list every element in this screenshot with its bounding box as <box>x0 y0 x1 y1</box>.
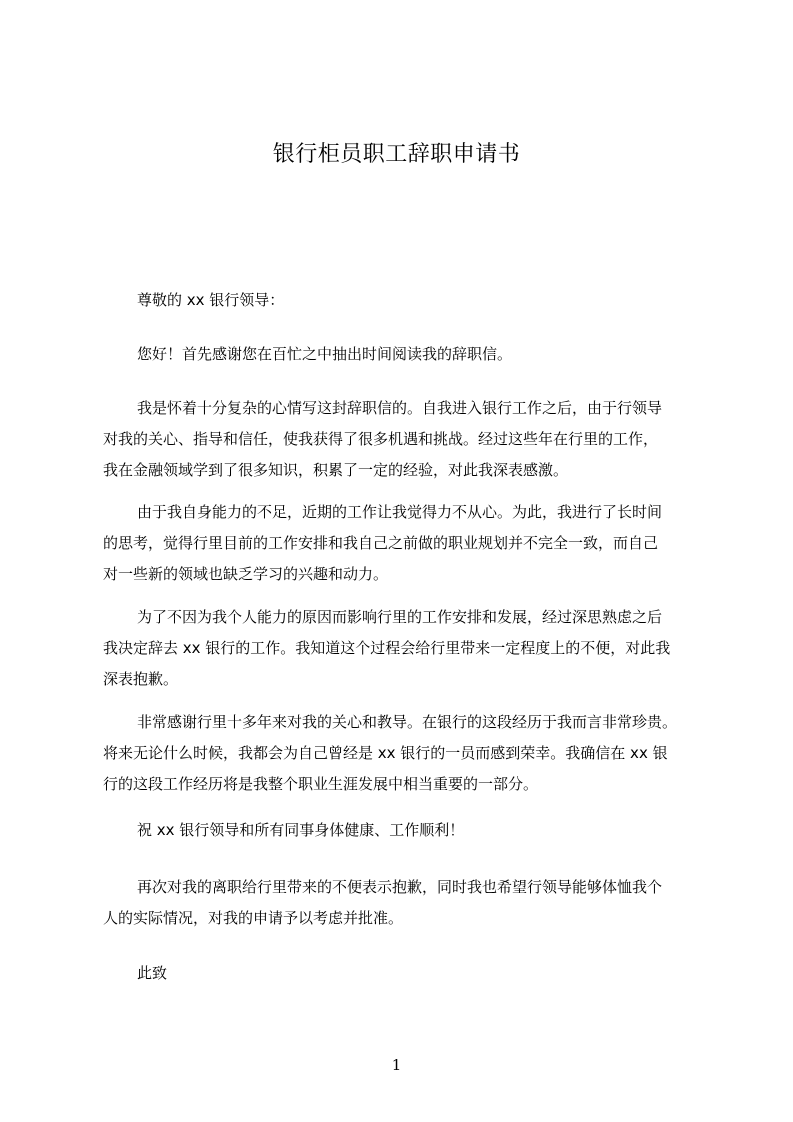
paragraph-line: 对一些新的领域也缺乏学习的兴趣和动力。 <box>103 565 389 583</box>
greeting-paragraph: 您好！首先感谢您在百忙之中抽出时间阅读我的辞职信。 <box>137 345 513 363</box>
paragraph-line: 的思考，觉得行里目前的工作安排和我自己之前做的职业规划并不完全一致，而自己 <box>103 534 659 552</box>
paragraph-line: 我决定辞去 xx 银行的工作。我知道这个过程会给行里带来一定程度上的不便，对此我 <box>103 639 671 657</box>
paragraph-line: 对我的关心、指导和信任，使我获得了很多机遇和挑战。经过这些年在行里的工作， <box>103 430 659 448</box>
paragraph-2 <box>103 497 697 590</box>
paragraph-1 <box>103 393 697 486</box>
sign-off: 此致 <box>137 964 168 982</box>
closing-paragraph <box>103 872 697 934</box>
salutation: 尊敬的 xx 银行领导： <box>137 291 285 309</box>
wishes-line: 祝 xx 银行领导和所有同事身体健康、工作顺利！ <box>137 821 465 839</box>
paragraph-line: 我在金融领域学到了很多知识，积累了一定的经验，对此我深表感激。 <box>103 461 569 479</box>
paragraph-line: 深表抱歉。 <box>103 670 179 688</box>
page-title: 银行柜员职工辞职申请书 <box>272 142 521 167</box>
paragraph-line: 行的这段工作经历将是我整个职业生涯发展中相当重要的一部分。 <box>103 775 539 793</box>
paragraph-line: 为了不因为我个人能力的原因而影响行里的工作安排和发展，经过深思熟虑之后 <box>137 608 663 626</box>
paragraph-line: 将来无论什么时候，我都会为自己曾经是 xx 银行的一员而感到荣幸。我确信在 xx 银 <box>103 744 668 762</box>
paragraph-4 <box>103 707 697 800</box>
paragraph-line: 再次对我的离职给行里带来的不便表示抱歉，同时我也希望行领导能够体恤我个 <box>137 878 663 896</box>
paragraph-line: 我是怀着十分复杂的心情写这封辞职信的。自我进入银行工作之后，由于行领导 <box>137 399 663 417</box>
paragraph-line: 由于我自身能力的不足，近期的工作让我觉得力不从心。为此，我进行了长时间 <box>137 503 663 521</box>
paragraph-3 <box>103 602 697 695</box>
page-number: 1 <box>391 1056 402 1074</box>
paragraph-line: 非常感谢行里十多年来对我的关心和教导。在银行的这段经历于我而言非常珍贵。 <box>137 713 678 731</box>
paragraph-line: 人的实际情况，对我的申请予以考虑并批准。 <box>103 909 404 927</box>
